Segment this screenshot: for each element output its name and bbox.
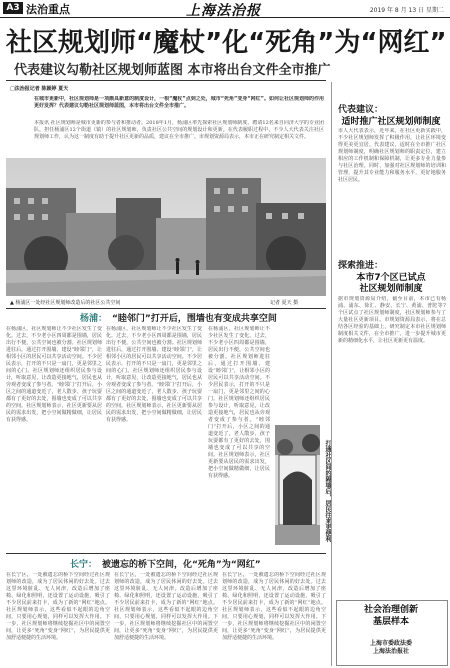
intro-text: 本报讯 社区规划师是城市更新的参与者和推动者。2018年1月，杨浦区率先探索社区规划师制度，聘请12名来自同济大学的专业团队，担任杨浦区12个街道（镇）的社区规划师，负责社区公共空间的规划设计和更新。在代表履职过程中，不少人大代表关注社区规划师工作，认为这一制度有助于提升社区更新的品质，建议在全市推广。市规划资源局表示，本市正在研究制定相关文件。: [34, 120, 324, 140]
photo2-caption: 打通社区间的隔墙后，居民往来更便利: [324, 440, 331, 542]
explore-title-2: 社区规划师制度: [359, 284, 423, 294]
photo1-credit: 记者 夏天 摄: [270, 300, 299, 306]
explore-text: 据市规划资源局介绍，截至目前，本市已有杨浦、浦东、徐汇、静安、长宁、黄浦、普陀等7个区试点了社区规划师制度，社区规划师参与了大量社区更新项目。市规划资源局表示，将在总结各区经验的基础上，研究制定本市社区规划师制度相关文件，在全市推广，进一步提升城市更新的精细化水平，让社区更新更有温度。: [338, 296, 446, 344]
story1-text-col1: 在杨浦区，社区规划师让不少社区发生了变化。过去，不少老小区四周都是围墙，居民出行不便，公共空间也被分割。社区规划师进驻后，通过打开围墙、建设“睦邻门”，让相邻小区的居民可以共享活动空间。不少居民表示，打开的不只是一扇门，更是邻里之间的心门。社区规划师还组织居民参与设计，听取意见，让改造更接地气，居民也从旁观者变成了参与者。“睦邻门”打开后，小区之间的通道变近了，老人散步、孩子玩耍都有了更好的去处，围墙也变成了可以共享的空间。社区规划师表示，社区更新要从居民的需求出发，把小空间做精做细，让居民有获得感。: [6, 326, 102, 423]
story2-text-col3: 在长宁区，一处被遗忘的桥下空间经过社区规划师的改造，成为了居民休闲的好去处。过去这里环境脏乱、无人问津，改造后增加了座椅、绿化和照明，还设置了运动设施，吸引了不少居民前来打卡，成为了新的“网红”地点。社区规划师表示，这些看似不起眼的边角空间，只要用心规划，同样可以发挥大作用。下一步，社区规划师将继续挖掘社区中的闲置空间，让更多“死角”变身“网红”，为居民提供更加舒适便捷的生活环境。: [222, 572, 326, 641]
lede-text: 在城市更新中，社区规划师是一项颇具新意的制度设计，一根“魔杖”点到之处，城市“死角”变身“网红”。如何让社区规划师的作用更好发挥？代表建议勾勒社区规划师蓝图，本市将出台文件全市推广。: [34, 96, 324, 109]
page-number-badge: A3: [3, 2, 23, 14]
photo-gate: [275, 425, 320, 545]
column-brand-title: 社会治理创新 基层样本: [363, 605, 418, 627]
story2-text-col2: 在长宁区，一处被遗忘的桥下空间经过社区规划师的改造，成为了居民休闲的好去处。过去这里环境脏乱、无人问津，改造后增加了座椅、绿化和照明，还设置了运动设施，吸引了不少居民前来打卡，成为了新的“网红”地点。社区规划师表示，这些看似不起眼的边角空间，只要用心规划，同样可以发挥大作用。下一步，社区规划师将继续挖掘社区中的闲置空间，让更多“死角”变身“网红”，为居民提供更加舒适便捷的生活环境。: [114, 572, 218, 641]
gate-illustration: [275, 425, 320, 545]
story1-title: “睦邻门”打开后，围墙也有变成共享空间: [112, 314, 277, 324]
story1-label: 杨浦：: [80, 314, 108, 324]
sub-headline: 代表建议勾勒社区规划师蓝图 本市将出台文件全市推广: [14, 63, 331, 78]
main-headline: 社区规划师“魔杖”化“死角”为“网红”: [6, 28, 447, 58]
byline: □法治报记者 陈颖婷 夏天: [10, 86, 69, 92]
story1-rule: [6, 308, 326, 309]
column-brand-footer: 上海市委政法委 上海法治报社: [369, 640, 412, 655]
section-title: 法治重点: [26, 3, 70, 16]
explore-title-1: 本市7个区已试点: [356, 273, 426, 283]
explore-label: 探索推进：: [338, 261, 384, 271]
voice-text: 市人大代表表示，近年来，在社区更新实践中，不少社区规划师发挥了积极作用，让社区环境变得更美更宜居。代表建议，适时在全市推广社区规划师制度，明确社区规划师的职责定位，建立相应的工作机制和保障机制，让更多专业力量参与社区治理。同时，加强对社区规划师的培训和管理，提升其专业能力和服务水平，更好地服务社区居民。: [338, 128, 446, 183]
story2-title: 被遗忘的桥下空间，化“死角”为“网红”: [102, 560, 261, 570]
lede-rule: [6, 80, 326, 81]
issue-date: 2019 年 8 月 13 日 星期二: [369, 7, 444, 14]
story1-text-col3: 在杨浦区，社区规划师让不少社区发生了变化。过去，不少老小区四周都是围墙，居民出行不便，公共空间也被分割。社区规划师进驻后，通过打开围墙、建设“睦邻门”，让相邻小区的居民可以共享活动空间。不少居民表示，打开的不只是一扇门，更是邻里之间的心门。社区规划师还组织居民参与设计，听取意见，让改造更接地气，居民也从旁观者变成了参与者。“睦邻门”打开后，小区之间的通道变近了，老人散步、孩子玩耍都有了更好的去处，围墙也变成了可以共享的空间。社区规划师表示，社区更新要从居民的需求出发，把小空间做精做细，让居民有获得感。: [208, 326, 270, 479]
photo1-caption: ▲ 杨浦区一处经社区规划师改造后的社区公共空间: [10, 300, 121, 306]
newspaper-logo: 上海法治报: [186, 3, 261, 19]
story2-text-col1: 在长宁区，一处被遗忘的桥下空间经过社区规划师的改造，成为了居民休闲的好去处。过去这里环境脏乱、无人问津，改造后增加了座椅、绿化和照明，还设置了运动设施，吸引了不少居民前来打卡，成为了新的“网红”地点。社区规划师表示，这些看似不起眼的边角空间，只要用心规划，同样可以发挥大作用。下一步，社区规划师将继续挖掘社区中的闲置空间，让更多“死角”变身“网红”，为居民提供更加舒适便捷的生活环境。: [6, 572, 110, 641]
photo-illustration: [6, 158, 326, 296]
voice-label: 代表建议：: [338, 105, 384, 115]
sidebar-divider: [331, 82, 332, 666]
voice-title: 适时推广社区规划师制度: [341, 117, 441, 127]
story1-text-col2: 在杨浦区，社区规划师让不少社区发生了变化。过去，不少老小区四周都是围墙，居民出行不便，公共空间也被分割。社区规划师进驻后，通过打开围墙、建设“睦邻门”，让相邻小区的居民可以共享活动空间。不少居民表示，打开的不只是一扇门，更是邻里之间的心门。社区规划师还组织居民参与设计，听取意见，让改造更接地气，居民也从旁观者变成了参与者。“睦邻门”打开后，小区之间的通道变近了，老人散步、孩子玩耍都有了更好的去处，围墙也变成了可以共享的空间。社区规划师表示，社区更新要从居民的需求出发，把小空间做精做细，让居民有获得感。: [106, 326, 202, 423]
story2-label: 长宁：: [70, 560, 98, 570]
photo-community-space: [6, 158, 326, 296]
story2-rule: [6, 553, 326, 554]
